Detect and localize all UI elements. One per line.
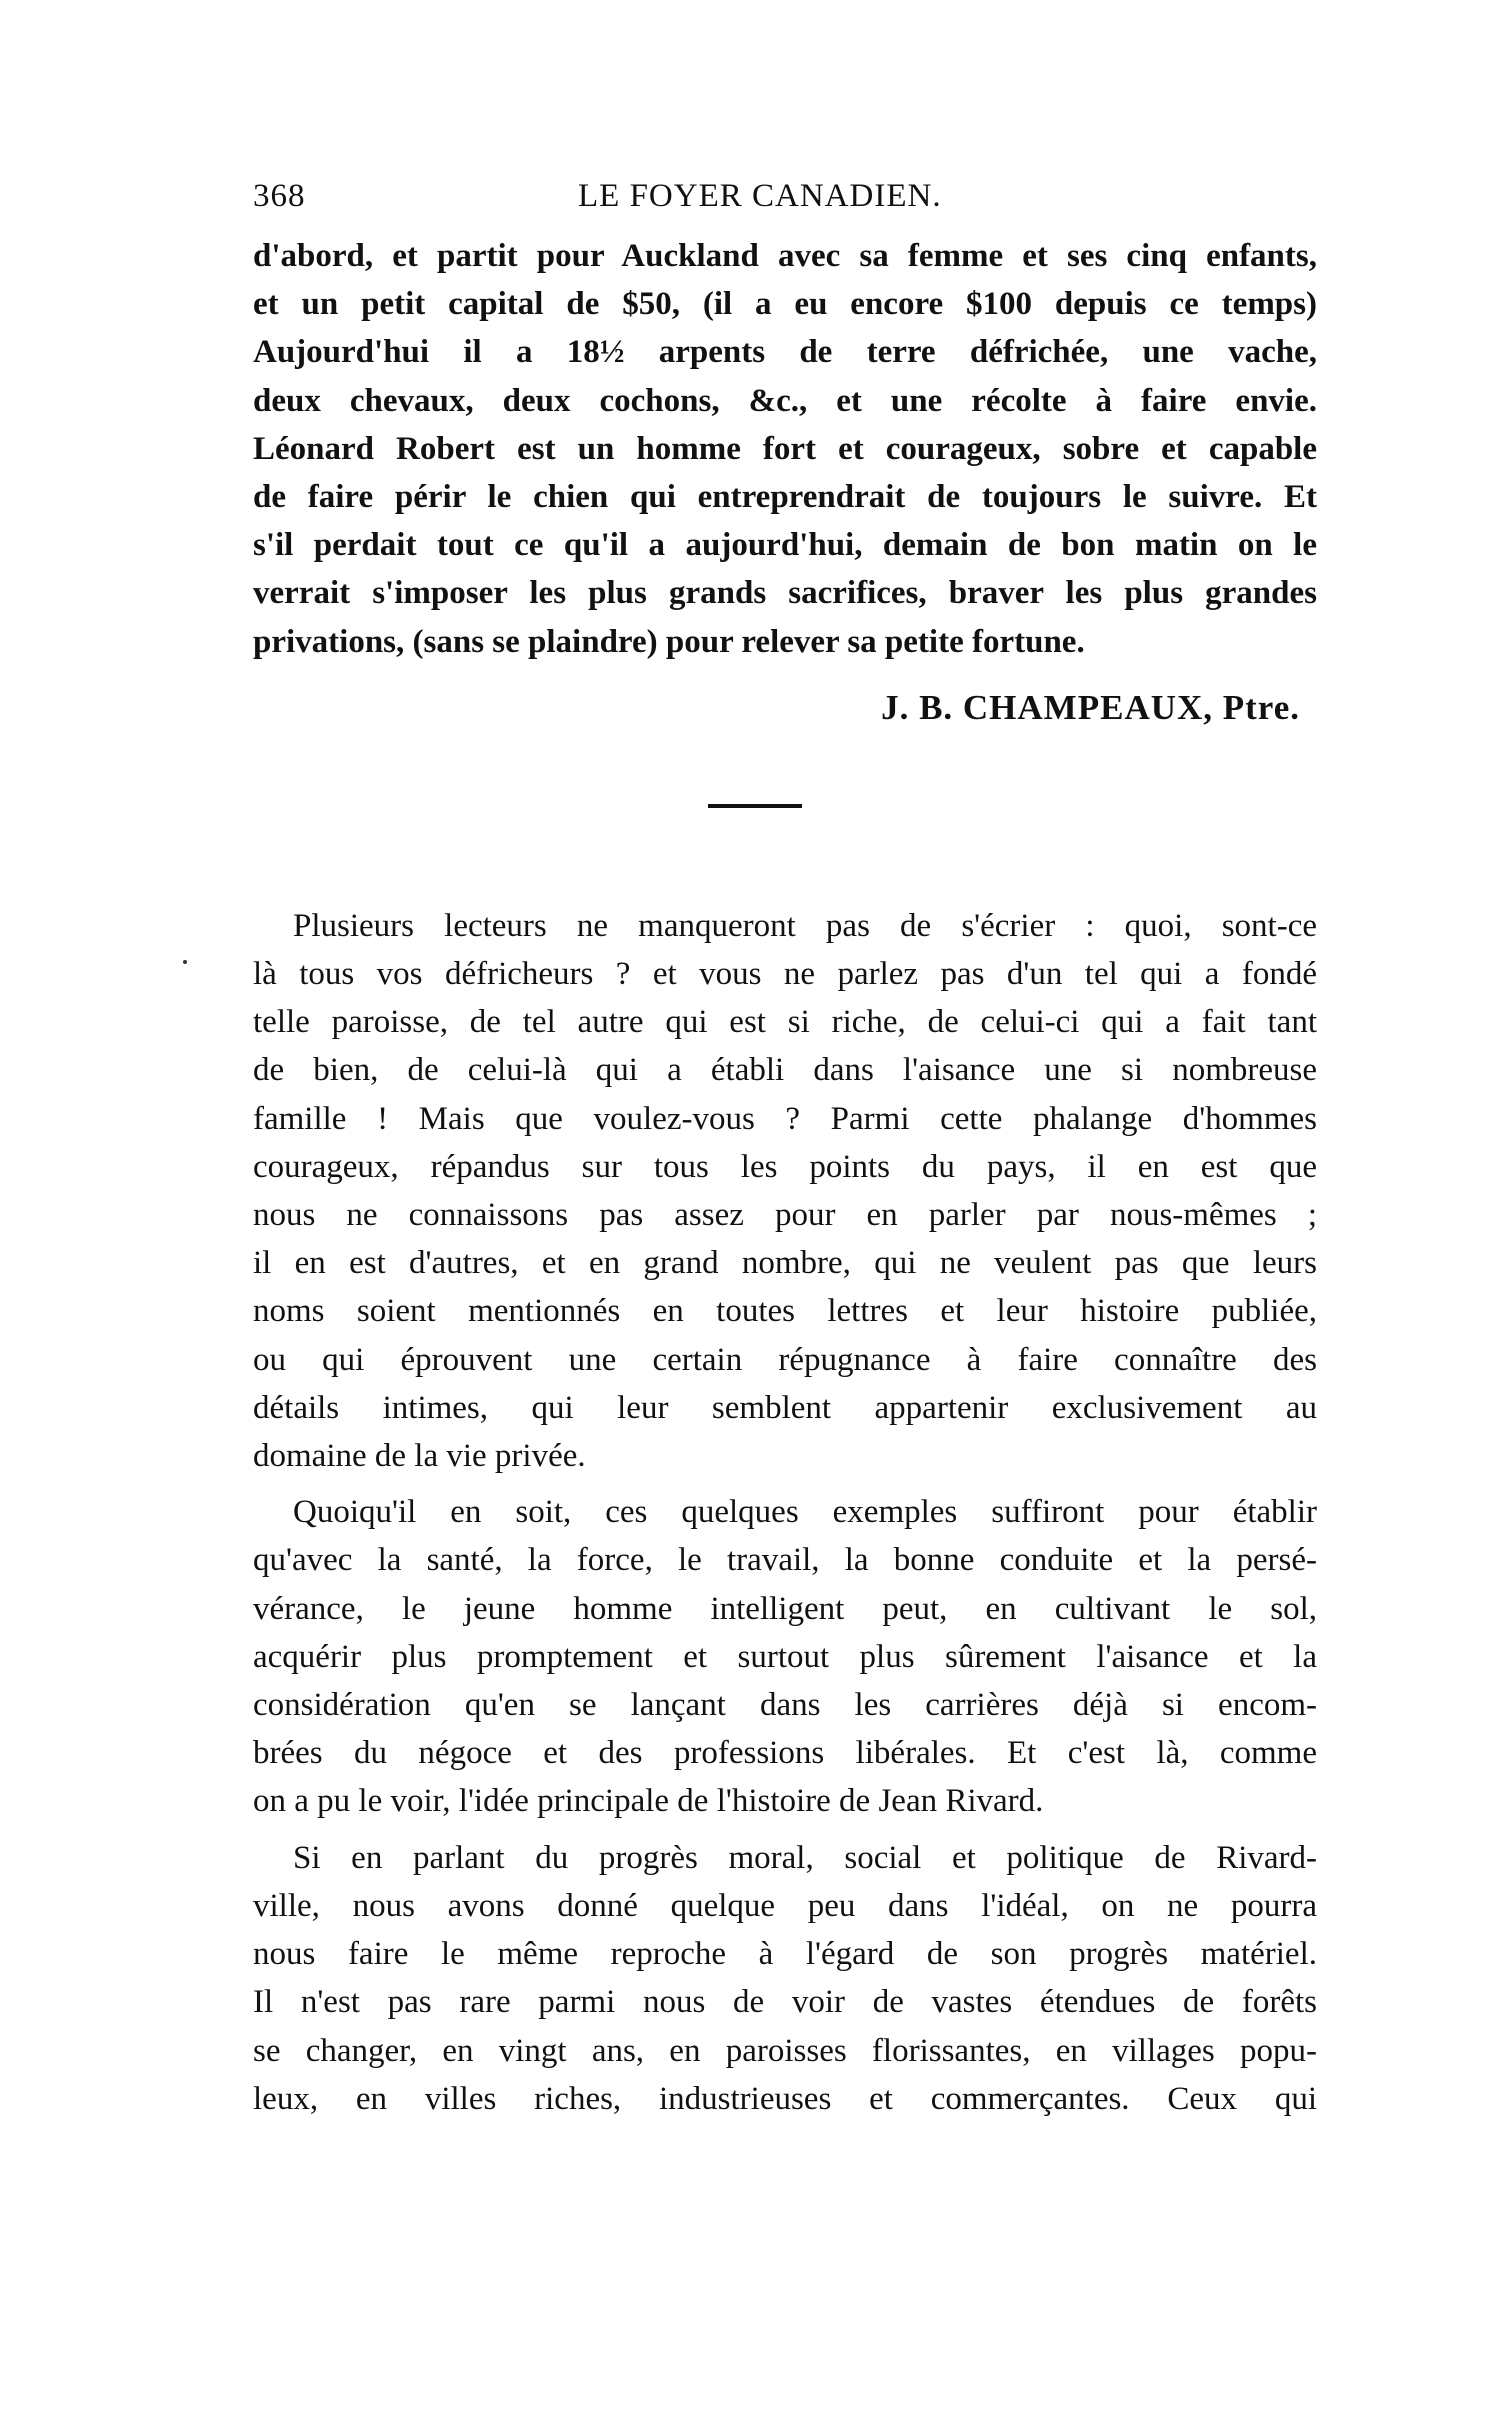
- paragraph-2: [253, 902, 1317, 1480]
- text-line: se changer, en vingt ans, en paroisses florissantes, en villages popu-: [253, 2032, 1317, 2069]
- text-line: privations, (sans se plaindre) pour relever sa petite fortune.: [253, 623, 1085, 660]
- text-line: domaine de la vie privée.: [253, 1438, 586, 1475]
- print-speck: [183, 960, 187, 964]
- book-page: [253, 160, 1317, 2123]
- text-line: telle paroisse, de tel autre qui est si riche, de celui-ci qui a fait tant: [253, 1004, 1317, 1041]
- text-line: détails intimes, qui leur semblent appartenir exclusivement au: [253, 1389, 1317, 1426]
- text-line: deux chevaux, deux cochons, &c., et une récolte à faire envie.: [253, 382, 1317, 419]
- text-line: d'abord, et partit pour Auckland avec sa femme et ses cinq enfants,: [253, 238, 1317, 274]
- text-line: leux, en villes riches, industrieuses et commerçantes. Ceux qui: [253, 2080, 1317, 2117]
- text-line: nous ne connaissons pas assez pour en parler par nous-mêmes ;: [253, 1197, 1317, 1234]
- paragraph-1: [253, 232, 1317, 666]
- text-line: là tous vos défricheurs ? et vous ne parlez pas d'un tel qui a fondé: [253, 956, 1317, 993]
- text-line: de bien, de celui-là qui a établi dans l'aisance une si nombreuse: [253, 1052, 1317, 1089]
- text-line: il en est d'autres, et en grand nombre, qui ne veulent pas que leurs: [253, 1245, 1317, 1282]
- text-line: brées du négoce et des professions libérales. Et c'est là, comme: [253, 1735, 1317, 1772]
- author-signature: J. B. CHAMPEAUX, Ptre.: [881, 687, 1300, 727]
- text-line: qu'avec la santé, la force, le travail, la bonne conduite et la persé-: [253, 1542, 1317, 1579]
- paragraph-4: [253, 1834, 1317, 2123]
- running-title: LE FOYER CANADIEN.: [578, 178, 942, 214]
- text-line: Plusieurs lecteurs ne manqueront pas de s'écrier : quoi, sont-ce: [293, 907, 1317, 944]
- text-line: ville, nous avons donné quelque peu dans l'idéal, on ne pourra: [253, 1887, 1317, 1924]
- text-line: Si en parlant du progrès moral, social et politique de Rivard-: [293, 1839, 1317, 1876]
- text-line: nous faire le même reproche à l'égard de son progrès matériel.: [253, 1936, 1317, 1973]
- running-head: [253, 160, 1317, 220]
- text-line: Quoiqu'il en soit, ces quelques exemples suffiront pour établir: [293, 1494, 1317, 1531]
- text-line: verrait s'imposer les plus grands sacrifices, braver les plus grandes: [253, 575, 1317, 612]
- page-number: 368: [253, 178, 306, 214]
- paragraph-3: [253, 1488, 1317, 1825]
- text-line: Léonard Robert est un homme fort et courageux, sobre et capable: [253, 430, 1317, 467]
- text-line: Aujourd'hui il a 18½ arpents de terre défrichée, une vache,: [253, 334, 1317, 371]
- text-line: de faire périr le chien qui entreprendrait de toujours le suivre. Et: [253, 479, 1317, 516]
- text-line: courageux, répandus sur tous les points du pays, il en est que: [253, 1148, 1317, 1185]
- text-line: Il n'est pas rare parmi nous de voir de vastes étendues de forêts: [253, 1984, 1317, 2021]
- text-line: on a pu le voir, l'idée principale de l'histoire de Jean Rivard.: [253, 1783, 1044, 1820]
- section-divider: [708, 804, 802, 808]
- text-line: noms soient mentionnés en toutes lettres et leur histoire publiée,: [253, 1293, 1317, 1330]
- text-line: acquérir plus promptement et surtout plus sûrement l'aisance et la: [253, 1638, 1317, 1675]
- text-line: et un petit capital de $50, (il a eu encore $100 depuis ce temps): [253, 286, 1317, 323]
- text-line: vérance, le jeune homme intelligent peut, en cultivant le sol,: [253, 1590, 1317, 1627]
- text-line: ou qui éprouvent une certain répugnance à faire connaître des: [253, 1341, 1317, 1378]
- text-line: s'il perdait tout ce qu'il a aujourd'hui, demain de bon matin on le: [253, 527, 1317, 564]
- text-line: famille ! Mais que voulez-vous ? Parmi cette phalange d'hommes: [253, 1100, 1317, 1137]
- text-line: considération qu'en se lançant dans les carrières déjà si encom-: [253, 1687, 1317, 1724]
